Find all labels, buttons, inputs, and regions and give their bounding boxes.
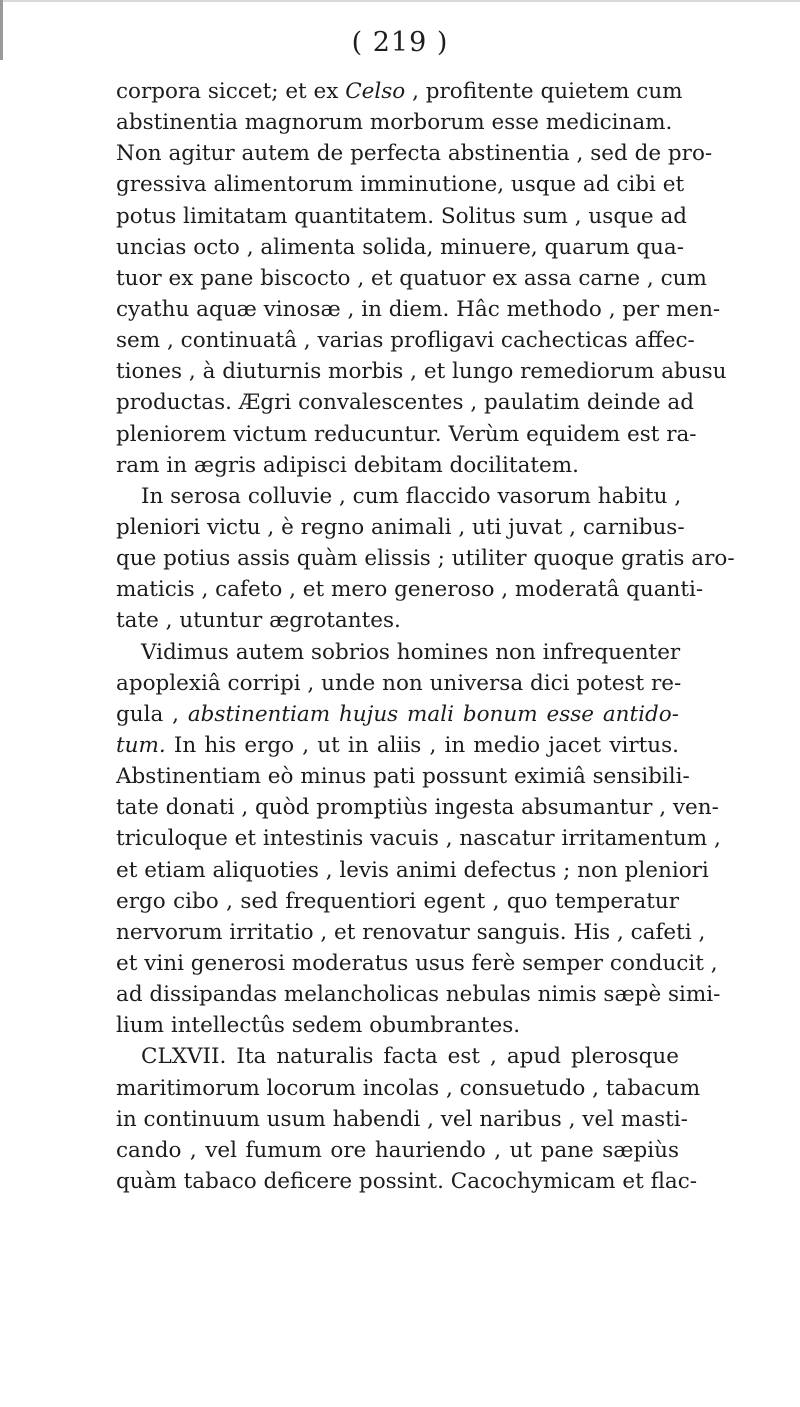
text-run: pleniorem victum reducuntur. Verùm equidem est ra- xyxy=(116,421,697,447)
text-line xyxy=(116,512,685,543)
text-run: potus limitatam quantitatem. Solitus sum , usque ad xyxy=(116,203,688,229)
scan-edge-top xyxy=(0,0,800,2)
text-line xyxy=(116,792,719,823)
text-run: pleniori victu , è regno animali , uti juvat , carnibus- xyxy=(116,514,685,540)
text-line xyxy=(116,948,718,979)
text-run: CLXVII. Ita naturalis facta est , apud plerosque xyxy=(141,1044,679,1070)
italic-text-run: Celso xyxy=(345,79,406,104)
text-line xyxy=(116,574,704,605)
text-run: quàm tabaco deficere possint. Cacochymicam et flac- xyxy=(116,1168,698,1194)
text-run: nervorum irritatio , et renovatur sanguis. His , cafeti , xyxy=(116,919,706,945)
text-line xyxy=(116,1166,698,1197)
text-line xyxy=(116,1073,701,1104)
text-line xyxy=(116,107,679,138)
text-line xyxy=(116,979,721,1010)
text-line xyxy=(116,730,679,761)
text-line xyxy=(116,450,679,481)
text-line xyxy=(116,325,695,356)
text-run: que potius assis quàm elissis ; utiliter quoque gratis aro- xyxy=(116,546,735,572)
text-line xyxy=(116,823,721,854)
text-line xyxy=(116,201,688,232)
text-line xyxy=(116,668,682,699)
text-run: apoplexiâ corripi , unde non universa dici potest re- xyxy=(116,670,682,696)
text-run: Abstinentiam eò minus pati possunt eximiâ sensibili- xyxy=(116,764,690,790)
text-run: tate donati , quòd promptiùs ingesta absumantur , ven- xyxy=(116,795,719,821)
text-run: in continuum usum habendi , vel naribus , vel masti- xyxy=(116,1106,688,1132)
text-line xyxy=(116,605,679,636)
text-line xyxy=(116,1010,679,1041)
text-run: ad dissipandas melancholicas nebulas nimis sæpè simi- xyxy=(116,982,721,1008)
text-line xyxy=(116,263,707,294)
text-run: abstinentia magnorum morborum esse medicinam. xyxy=(116,110,673,136)
italic-text-run: tum. xyxy=(116,732,166,758)
text-line xyxy=(116,76,683,107)
text-line xyxy=(116,481,682,512)
text-line xyxy=(116,356,727,387)
text-run: tate , utuntur ægrotantes. xyxy=(116,608,401,634)
text-line xyxy=(116,138,713,169)
text-run: cando , vel fumum ore hauriendo , ut pane sæpiùs xyxy=(116,1137,679,1163)
text-line xyxy=(116,1135,679,1166)
text-run: In his ergo , ut in aliis , in medio jacet virtus. xyxy=(165,732,679,758)
text-line xyxy=(116,387,694,418)
text-run: productas. Ægri convalescentes , paulatim deinde ad xyxy=(116,390,694,416)
text-run: gula , xyxy=(116,701,188,727)
text-line xyxy=(116,886,679,917)
text-run: cyathu aquæ vinosæ , in diem. Hâc methodo , per men- xyxy=(116,296,721,322)
text-line xyxy=(116,917,706,948)
text-run: lium intellectûs sedem obumbrantes. xyxy=(116,1013,521,1039)
body-text xyxy=(116,76,735,1197)
text-run: tuor ex pane biscocto , et quatuor ex assa carne , cum xyxy=(116,265,707,291)
text-line xyxy=(116,169,685,200)
text-run: Non agitur autem de perfecta abstinentia , sed de pro- xyxy=(116,141,713,167)
text-run: maritimorum locorum incolas , consuetudo , tabacum xyxy=(116,1075,701,1101)
text-line xyxy=(116,543,735,574)
text-run: sem , continuatâ , varias profligavi cachecticas affec- xyxy=(116,328,695,354)
text-line xyxy=(116,637,679,668)
page-number: ( 219 ) xyxy=(351,27,449,58)
italic-text-run: abstinentiam hujus mali bonum esse antido- xyxy=(187,701,679,727)
text-run: gressiva alimentorum imminutione, usque ad cibi et xyxy=(116,172,685,198)
text-run: , profitente quietem cum xyxy=(405,79,683,104)
text-line xyxy=(116,699,679,730)
text-line xyxy=(116,1041,679,1072)
text-run: triculoque et intestinis vacuis , nascatur irritamentum , xyxy=(116,826,721,852)
text-line xyxy=(116,761,690,792)
text-run: et etiam aliquoties , levis animi defectus ; non pleniori xyxy=(116,857,709,883)
text-run: ram in ægris adipisci debitam docilitatem. xyxy=(116,452,579,478)
text-line xyxy=(116,294,721,325)
text-line xyxy=(116,232,684,263)
text-run: tiones , à diuturnis morbis , et lungo remediorum abusu xyxy=(116,359,727,385)
text-run: In serosa colluvie , cum flaccido vasorum habitu , xyxy=(141,483,682,509)
text-run: Vidimus autem sobrios homines non infrequenter xyxy=(141,639,681,665)
text-line xyxy=(116,419,697,450)
text-run: et vini generosi moderatus usus ferè semper conducit , xyxy=(116,950,718,976)
text-line xyxy=(116,855,709,886)
text-line xyxy=(116,1104,688,1135)
text-run: uncias octo , alimenta solida, minuere, quarum qua- xyxy=(116,234,684,260)
text-run: corpora siccet; et ex xyxy=(116,79,346,104)
text-run: maticis , cafeto , et mero generoso , moderatâ quanti- xyxy=(116,577,704,603)
text-run: ergo cibo , sed frequentiori egent , quo temperatur xyxy=(116,888,679,914)
